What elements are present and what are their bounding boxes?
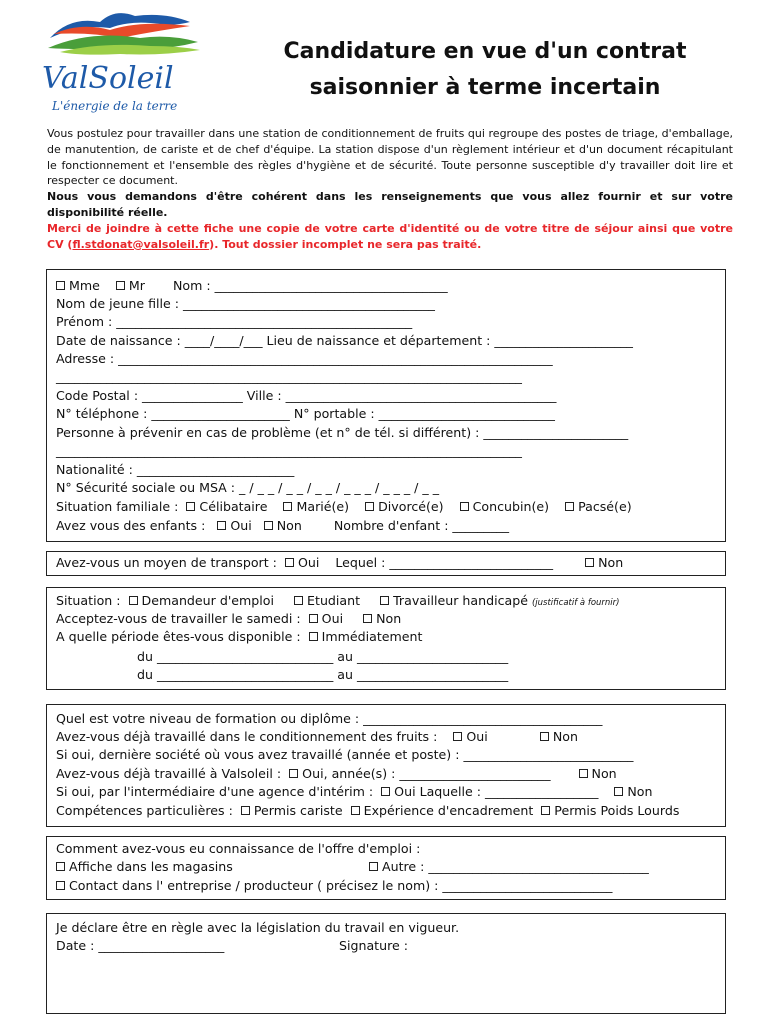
encadrement-label: Expérience d'encadrement: [363, 803, 534, 818]
valsoleil-oui-checkbox[interactable]: [289, 769, 298, 778]
saturday-oui-checkbox[interactable]: [309, 614, 318, 623]
interim-row: [56, 784, 653, 800]
phone-field[interactable]: N° téléphone : ______________________ N° portable : ____________________________: [56, 406, 555, 421]
contact-field[interactable]: Contact dans l' entreprise / producteur ( précisez le nom) : ___________________________: [69, 878, 613, 893]
autre-checkbox[interactable]: [369, 862, 378, 871]
fruit-oui-label: Oui: [466, 729, 488, 744]
valsoleil-question: Avez-vous déjà travaillé à Valsoleil :: [56, 766, 282, 781]
saturday-non-checkbox[interactable]: [363, 614, 372, 623]
nom-field[interactable]: Nom : _____________________________________: [172, 278, 448, 293]
fruit-experience-row: [56, 729, 578, 745]
fruit-experience-question: Avez-vous déjà travaillé dans le conditionnement des fruits :: [56, 729, 438, 744]
situation-row: [56, 593, 619, 611]
transport-question: Avez-vous un moyen de transport :: [56, 555, 277, 570]
marie-checkbox[interactable]: [283, 502, 292, 511]
valsoleil-logo: [40, 8, 210, 116]
jeune-fille-field[interactable]: Nom de jeune fille : ________________________________________: [56, 296, 435, 311]
logo-tagline: L'énergie de la terre: [52, 99, 178, 113]
source-question: Comment avez-vous eu connaissance de l'offre d'emploi :: [56, 841, 421, 856]
period-2-field[interactable]: du ____________________________ au ________________________: [137, 667, 509, 682]
birth-field[interactable]: Date de naissance : ____/____/___ Lieu de naissance et département : ______________________: [56, 333, 633, 348]
title-line-1: Candidature en vue d'un contrat: [283, 39, 687, 64]
date-field[interactable]: Date : ____________________: [56, 938, 225, 953]
transport-section: [46, 551, 726, 576]
mr-checkbox[interactable]: [116, 281, 125, 290]
title-line-2: saisonnier à terme incertain: [309, 75, 661, 100]
fruit-non-label: Non: [552, 729, 578, 744]
logo-name: ValSoleil: [42, 61, 174, 96]
social-security-field[interactable]: N° Sécurité sociale ou MSA : _ / _ _ / _ _ / _ _ / _ _ _ / _ _ _ / _ _: [56, 480, 440, 495]
concubin-label: Concubin(e): [472, 499, 550, 514]
identity-section: [46, 269, 726, 542]
valsoleil-non-label: Non: [591, 766, 617, 781]
encadrement-checkbox[interactable]: [351, 806, 360, 815]
contact-checkbox[interactable]: [56, 881, 65, 890]
situation-label: Situation :: [56, 593, 121, 608]
source-row-1: [56, 859, 233, 875]
children-row: [56, 518, 509, 534]
mme-checkbox[interactable]: [56, 281, 65, 290]
marie-label: Marié(e): [296, 499, 350, 514]
emergency-contact-field[interactable]: Personne à prévenir en cas de problème (et n° de tél. si différent) : _______________________: [56, 425, 629, 440]
interim-non-label: Non: [627, 784, 653, 799]
family-status-label: Situation familiale :: [56, 499, 179, 514]
intro-bold-notice: Nous vous demandons d'être cohérent dans les renseignements que vous allez fournir et sur votre disponibilité réelle.: [47, 190, 733, 219]
children-non-checkbox[interactable]: [264, 521, 273, 530]
children-count-field[interactable]: Nombre d'enfant : _________: [333, 518, 510, 533]
source-autre: [369, 859, 649, 875]
affiche-checkbox[interactable]: [56, 862, 65, 871]
justificatif-note: (justificatif à fournir): [531, 598, 620, 608]
contact-email-link[interactable]: fl.stdonat@valsoleil.fr: [72, 237, 210, 251]
transport-oui-label: Oui: [297, 555, 320, 570]
adresse-line-2[interactable]: __________________________________________________________________________: [56, 369, 522, 384]
fruit-oui-checkbox[interactable]: [453, 732, 462, 741]
children-non-label: Non: [276, 518, 302, 533]
divorce-checkbox[interactable]: [365, 502, 374, 511]
source-row-3: [56, 878, 612, 894]
divorce-label: Divorcé(e): [378, 499, 444, 514]
declaration-text: Je déclare être en règle avec la législation du travail en vigueur.: [56, 920, 460, 935]
saturday-question: Acceptez-vous de travailler le samedi :: [56, 611, 301, 626]
autre-field[interactable]: Autre : ___________________________________: [382, 859, 649, 874]
pacse-label: Pacsé(e): [578, 499, 632, 514]
children-label: Avez vous des enfants :: [56, 518, 206, 533]
intro-text: [47, 126, 733, 252]
cariste-label: Permis cariste: [253, 803, 343, 818]
celibataire-label: Célibataire: [199, 499, 268, 514]
page-title: [240, 34, 730, 106]
signature-field[interactable]: Signature :: [339, 938, 409, 953]
formation-level-field[interactable]: Quel est votre niveau de formation ou diplôme : ______________________________________: [56, 711, 603, 726]
red-notice-after: ). Tout dossier incomplet ne sera pas traité.: [209, 237, 482, 251]
poids-lourds-checkbox[interactable]: [541, 806, 550, 815]
adresse-field[interactable]: Adresse : _____________________________________________________________________: [56, 351, 553, 366]
mme-label: Mme: [69, 278, 100, 293]
valsoleil-years-field[interactable]: Oui, année(s) : ________________________: [302, 766, 551, 781]
concubin-checkbox[interactable]: [460, 502, 469, 511]
transport-oui-checkbox[interactable]: [285, 558, 294, 567]
last-company-field[interactable]: Si oui, dernière société où vous avez travaillé (année et poste) : ___________________________: [56, 747, 634, 762]
etudiant-label: Etudiant: [307, 593, 361, 608]
transport-non-checkbox[interactable]: [585, 558, 594, 567]
interim-agency-field[interactable]: Oui Laquelle : __________________: [394, 784, 599, 799]
saturday-oui-label: Oui: [321, 611, 344, 626]
cariste-checkbox[interactable]: [241, 806, 250, 815]
job-offer-source-section: [46, 836, 726, 900]
valsoleil-non-checkbox[interactable]: [579, 769, 588, 778]
immediatement-label: Immédiatement: [321, 629, 423, 644]
nationality-field[interactable]: Nationalité : _________________________: [56, 462, 295, 477]
pacse-checkbox[interactable]: [565, 502, 574, 511]
transport-row: [56, 555, 623, 571]
civility-row: [56, 278, 448, 294]
availability-question: A quelle période êtes-vous disponible :: [56, 629, 301, 644]
family-status-row: [56, 499, 632, 515]
postal-city-field[interactable]: Code Postal : ________________ Ville : ___________________________________________: [56, 388, 557, 403]
formation-section: [46, 704, 726, 827]
interim-question: Si oui, par l'intermédiaire d'une agence d'intérim :: [56, 784, 374, 799]
skills-row: [56, 803, 679, 819]
etudiant-checkbox[interactable]: [294, 596, 303, 605]
saturday-row: [56, 611, 401, 627]
demandeur-checkbox[interactable]: [129, 596, 138, 605]
intro-red-notice: [47, 221, 733, 253]
interim-oui-checkbox[interactable]: [381, 787, 390, 796]
handicape-label: Travailleur handicapé: [393, 593, 528, 608]
valsoleil-logo-graphic: [40, 8, 210, 116]
affiche-label: Affiche dans les magasins: [69, 859, 233, 874]
saturday-non-label: Non: [376, 611, 402, 626]
intro-paragraph: Vous postulez pour travailler dans une station de conditionnement de fruits qui regroupe des postes de triage, d'emballage, de manutention, de cariste et de chef d'équipe. La station dispose d'un règlement intérieur et d'un document récapitulant le fonctionnement et l'ensemble des règles d'hygiène et de sécurité. Toute personne susceptible d'y travailler doit lire et respecter ce document.: [47, 127, 733, 188]
period-1-field[interactable]: du ____________________________ au ________________________: [137, 649, 509, 664]
immediatement-checkbox[interactable]: [309, 632, 318, 641]
handicape-checkbox[interactable]: [380, 596, 389, 605]
situation-section: [46, 587, 726, 690]
celibataire-checkbox[interactable]: [186, 502, 195, 511]
transport-non-label: Non: [598, 555, 624, 570]
mr-label: Mr: [128, 278, 145, 293]
transport-lequel-field[interactable]: Lequel : __________________________: [335, 555, 554, 570]
prenom-field[interactable]: Prénom : _______________________________________________: [56, 314, 413, 329]
valsoleil-experience-row: [56, 766, 617, 782]
emergency-contact-line-2[interactable]: __________________________________________________________________________: [56, 443, 522, 458]
red-notice-before: Merci de joindre à cette fiche une copie de votre carte d'identité ou de votre titre de séjour ainsi que votre CV (: [47, 221, 733, 251]
children-oui-label: Oui: [230, 518, 252, 533]
skills-label: Compétences particulières :: [56, 803, 233, 818]
declaration-section: [46, 913, 726, 1014]
availability-row: [56, 629, 422, 645]
demandeur-label: Demandeur d'emploi: [141, 593, 275, 608]
children-oui-checkbox[interactable]: [217, 521, 226, 530]
interim-non-checkbox[interactable]: [614, 787, 623, 796]
fruit-non-checkbox[interactable]: [540, 732, 549, 741]
poids-lourds-label: Permis Poids Lourds: [554, 803, 680, 818]
